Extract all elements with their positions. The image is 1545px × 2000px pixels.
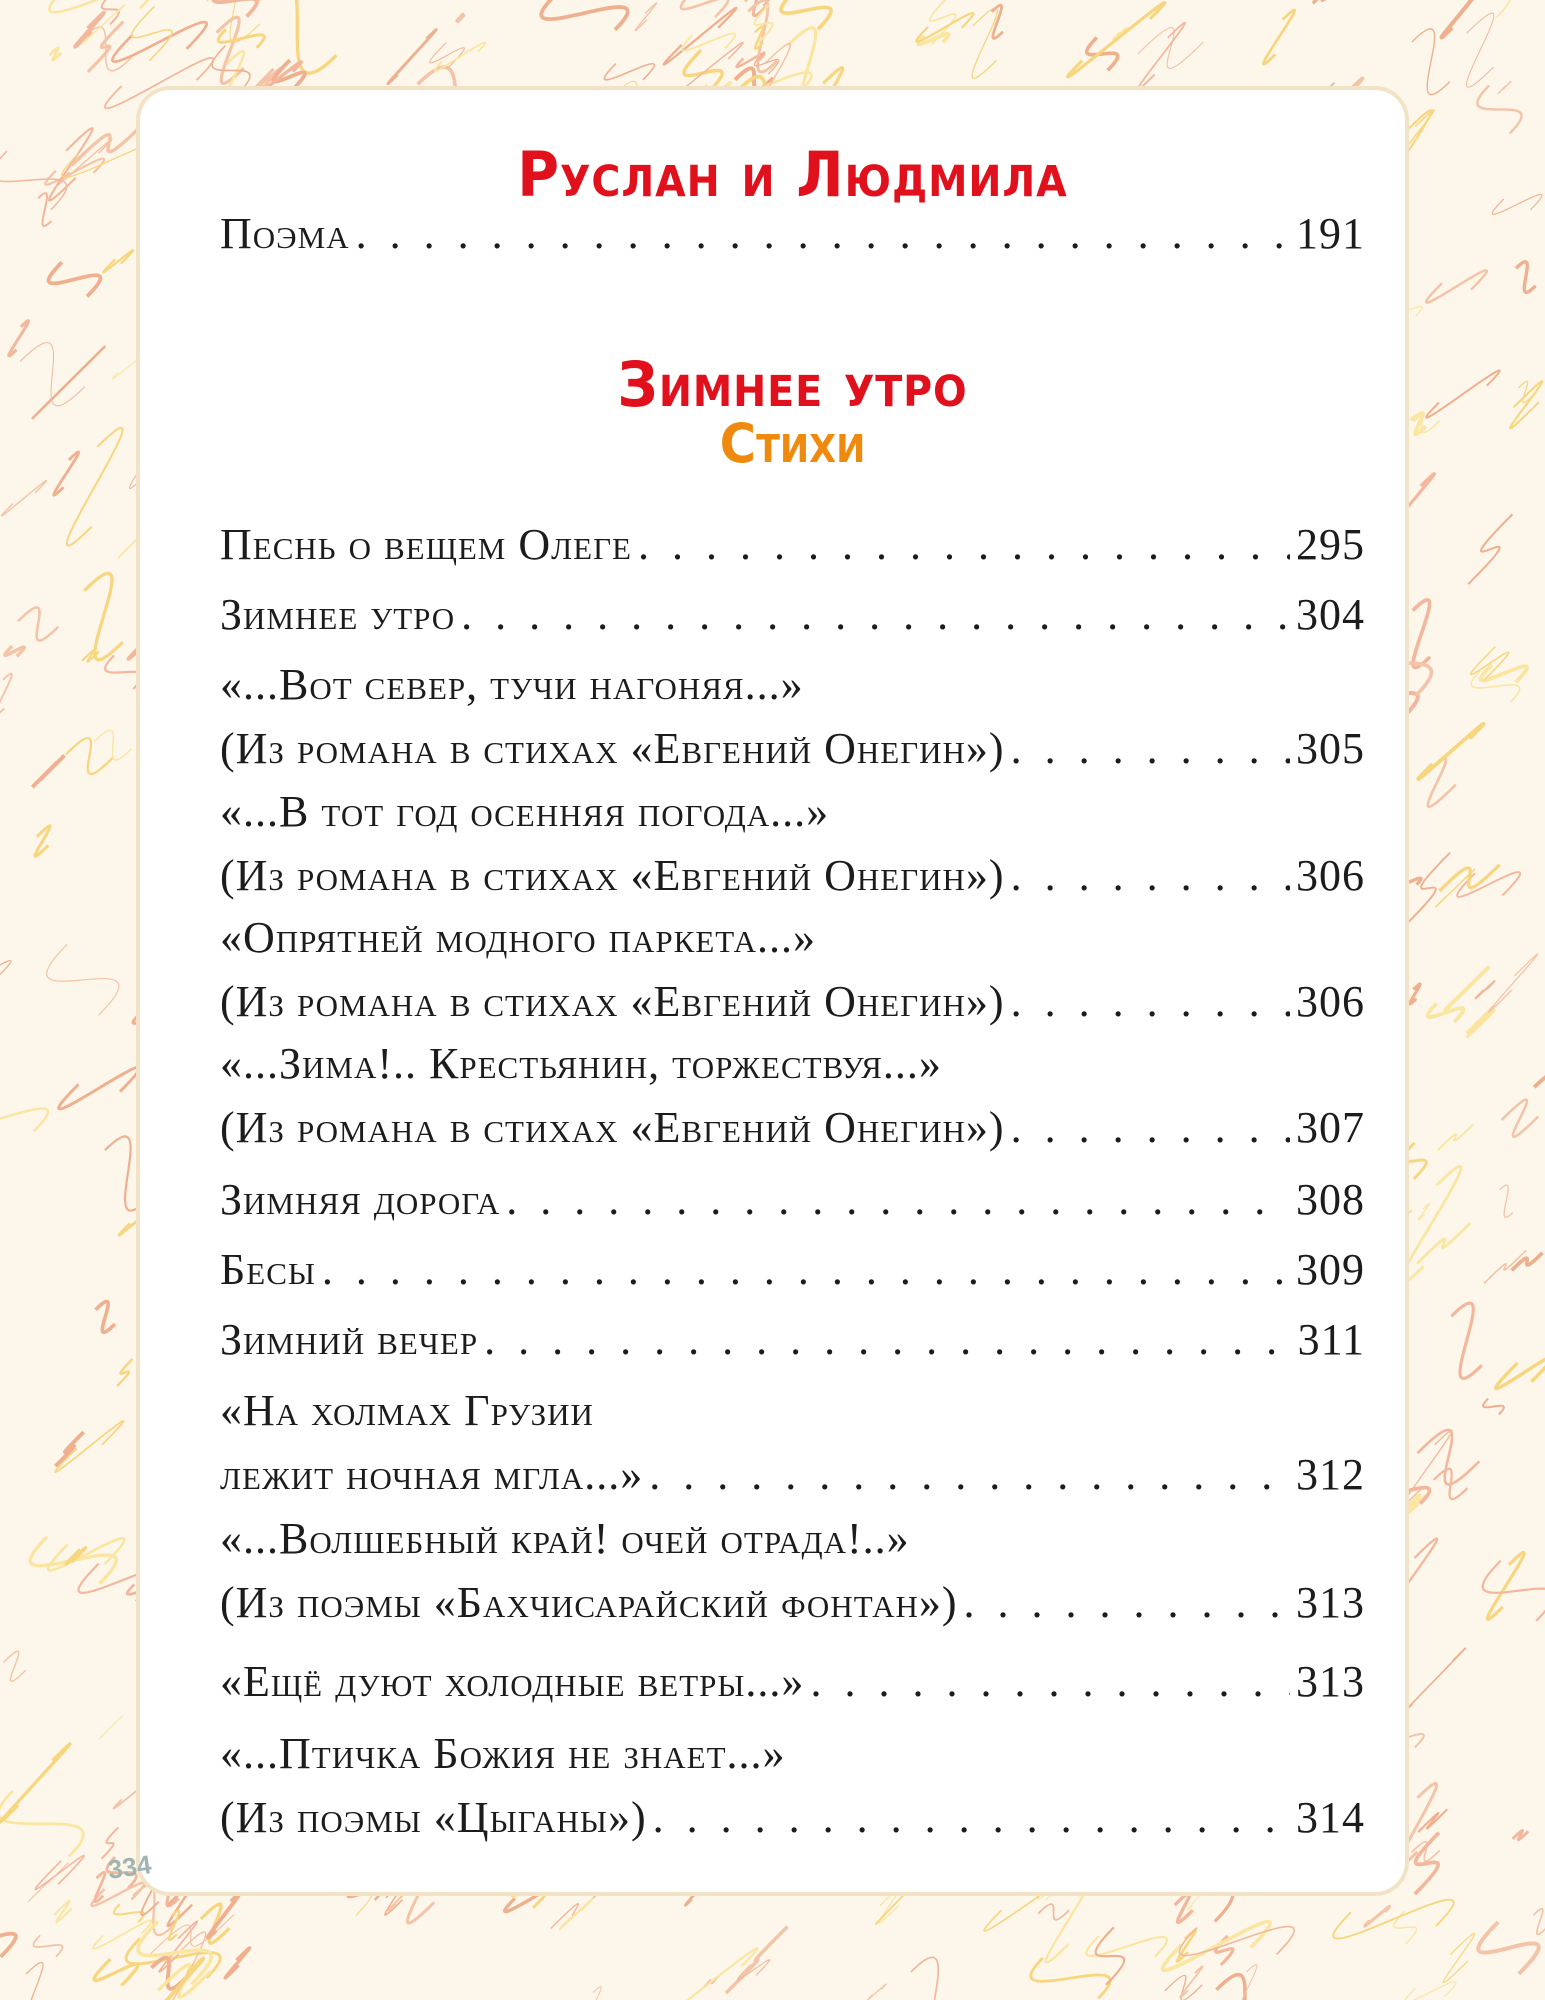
leader-dots: [1011, 844, 1290, 908]
leader-dots: [1011, 970, 1290, 1034]
toc-entry[interactable]: [220, 906, 1365, 1034]
entry-page: 295: [1296, 520, 1365, 569]
toc-entry[interactable]: [220, 1032, 1365, 1160]
page-number: 334: [106, 1849, 154, 1885]
leader-dots: [356, 202, 1290, 266]
entry-title: «...Вот север, тучи нагоняя...»: [220, 660, 804, 709]
entry-page: 305: [1296, 724, 1365, 773]
entry-title: Зимняя дорога: [220, 1175, 501, 1224]
toc-entry[interactable]: [220, 780, 1365, 908]
entry-page: 309: [1296, 1245, 1365, 1294]
entry-title: «...Волшебный край! очей отрада!..»: [220, 1514, 910, 1563]
entry-title-continued: лежит ночная мгла...»: [220, 1450, 644, 1499]
entry-title: «...Птичка Божия не знает...»: [220, 1729, 786, 1778]
entry-source: (Из романа в стихах «Евгений Онегин»): [220, 1103, 1005, 1152]
toc-entry[interactable]: [220, 583, 1365, 647]
entry-page: 304: [1296, 590, 1365, 639]
toc-entry[interactable]: [220, 1722, 1365, 1850]
entry-page: 311: [1297, 1315, 1365, 1364]
section-title: Зимнее утро: [617, 348, 968, 421]
leader-dots: [638, 513, 1290, 577]
entry-title: Зимний вечер: [220, 1315, 479, 1364]
leader-dots: [649, 1443, 1290, 1507]
entry-page: 313: [1296, 1578, 1365, 1627]
entry-title: Поэма: [220, 209, 350, 258]
leader-dots: [1011, 1096, 1290, 1160]
toc-entry[interactable]: [220, 1168, 1365, 1232]
entry-page: 307: [1296, 1103, 1365, 1152]
toc-entry[interactable]: [220, 653, 1365, 781]
leader-dots: [484, 1308, 1292, 1372]
entry-page: 314: [1296, 1793, 1365, 1842]
entry-title: «...Зима!.. Крестьянин, торжествуя...»: [220, 1039, 942, 1088]
entry-page: 306: [1296, 851, 1365, 900]
leader-dots: [653, 1786, 1290, 1850]
toc-entry[interactable]: [220, 1507, 1365, 1635]
entry-title: «...В тот год осенняя погода...»: [220, 787, 830, 836]
leader-dots: [964, 1571, 1290, 1635]
entry-title: «Ещё дуют холодные ветры...»: [220, 1657, 805, 1706]
section-subtitle: Стихи: [719, 412, 866, 475]
section-title: Руслан и Людмила: [517, 138, 1068, 211]
entry-title: Зимнее утро: [220, 590, 456, 639]
leader-dots: [506, 1168, 1290, 1232]
entry-source: (Из поэмы «Цыганы»): [220, 1793, 647, 1842]
entry-title: «Опрятней модного паркета...»: [220, 913, 817, 962]
entry-page: 312: [1296, 1450, 1365, 1499]
entry-title: Песнь о вещем Олеге: [220, 520, 632, 569]
leader-dots: [461, 583, 1290, 647]
leader-dots: [322, 1238, 1290, 1302]
leader-dots: [810, 1650, 1290, 1714]
entry-source: (Из романа в стихах «Евгений Онегин»): [220, 977, 1005, 1026]
toc-entry[interactable]: [220, 202, 1365, 266]
entry-title: «На холмах Грузии: [220, 1386, 594, 1435]
entry-source: (Из романа в стихах «Евгений Онегин»): [220, 851, 1005, 900]
toc-entry[interactable]: [220, 1650, 1365, 1714]
toc-entry[interactable]: [220, 1238, 1365, 1302]
leader-dots: [1011, 717, 1290, 781]
entry-page: 191: [1296, 209, 1365, 258]
entry-source: (Из поэмы «Бахчисарайский фонтан»): [220, 1578, 958, 1627]
toc-entry[interactable]: [220, 1308, 1365, 1372]
entry-title: Бесы: [220, 1245, 316, 1294]
entry-page: 308: [1296, 1175, 1365, 1224]
entry-page: 306: [1296, 977, 1365, 1026]
toc-entry[interactable]: [220, 513, 1365, 577]
contents-panel: [140, 90, 1405, 1892]
toc-entry[interactable]: [220, 1379, 1365, 1507]
entry-source: (Из романа в стихах «Евгений Онегин»): [220, 724, 1005, 773]
entry-page: 313: [1296, 1657, 1365, 1706]
